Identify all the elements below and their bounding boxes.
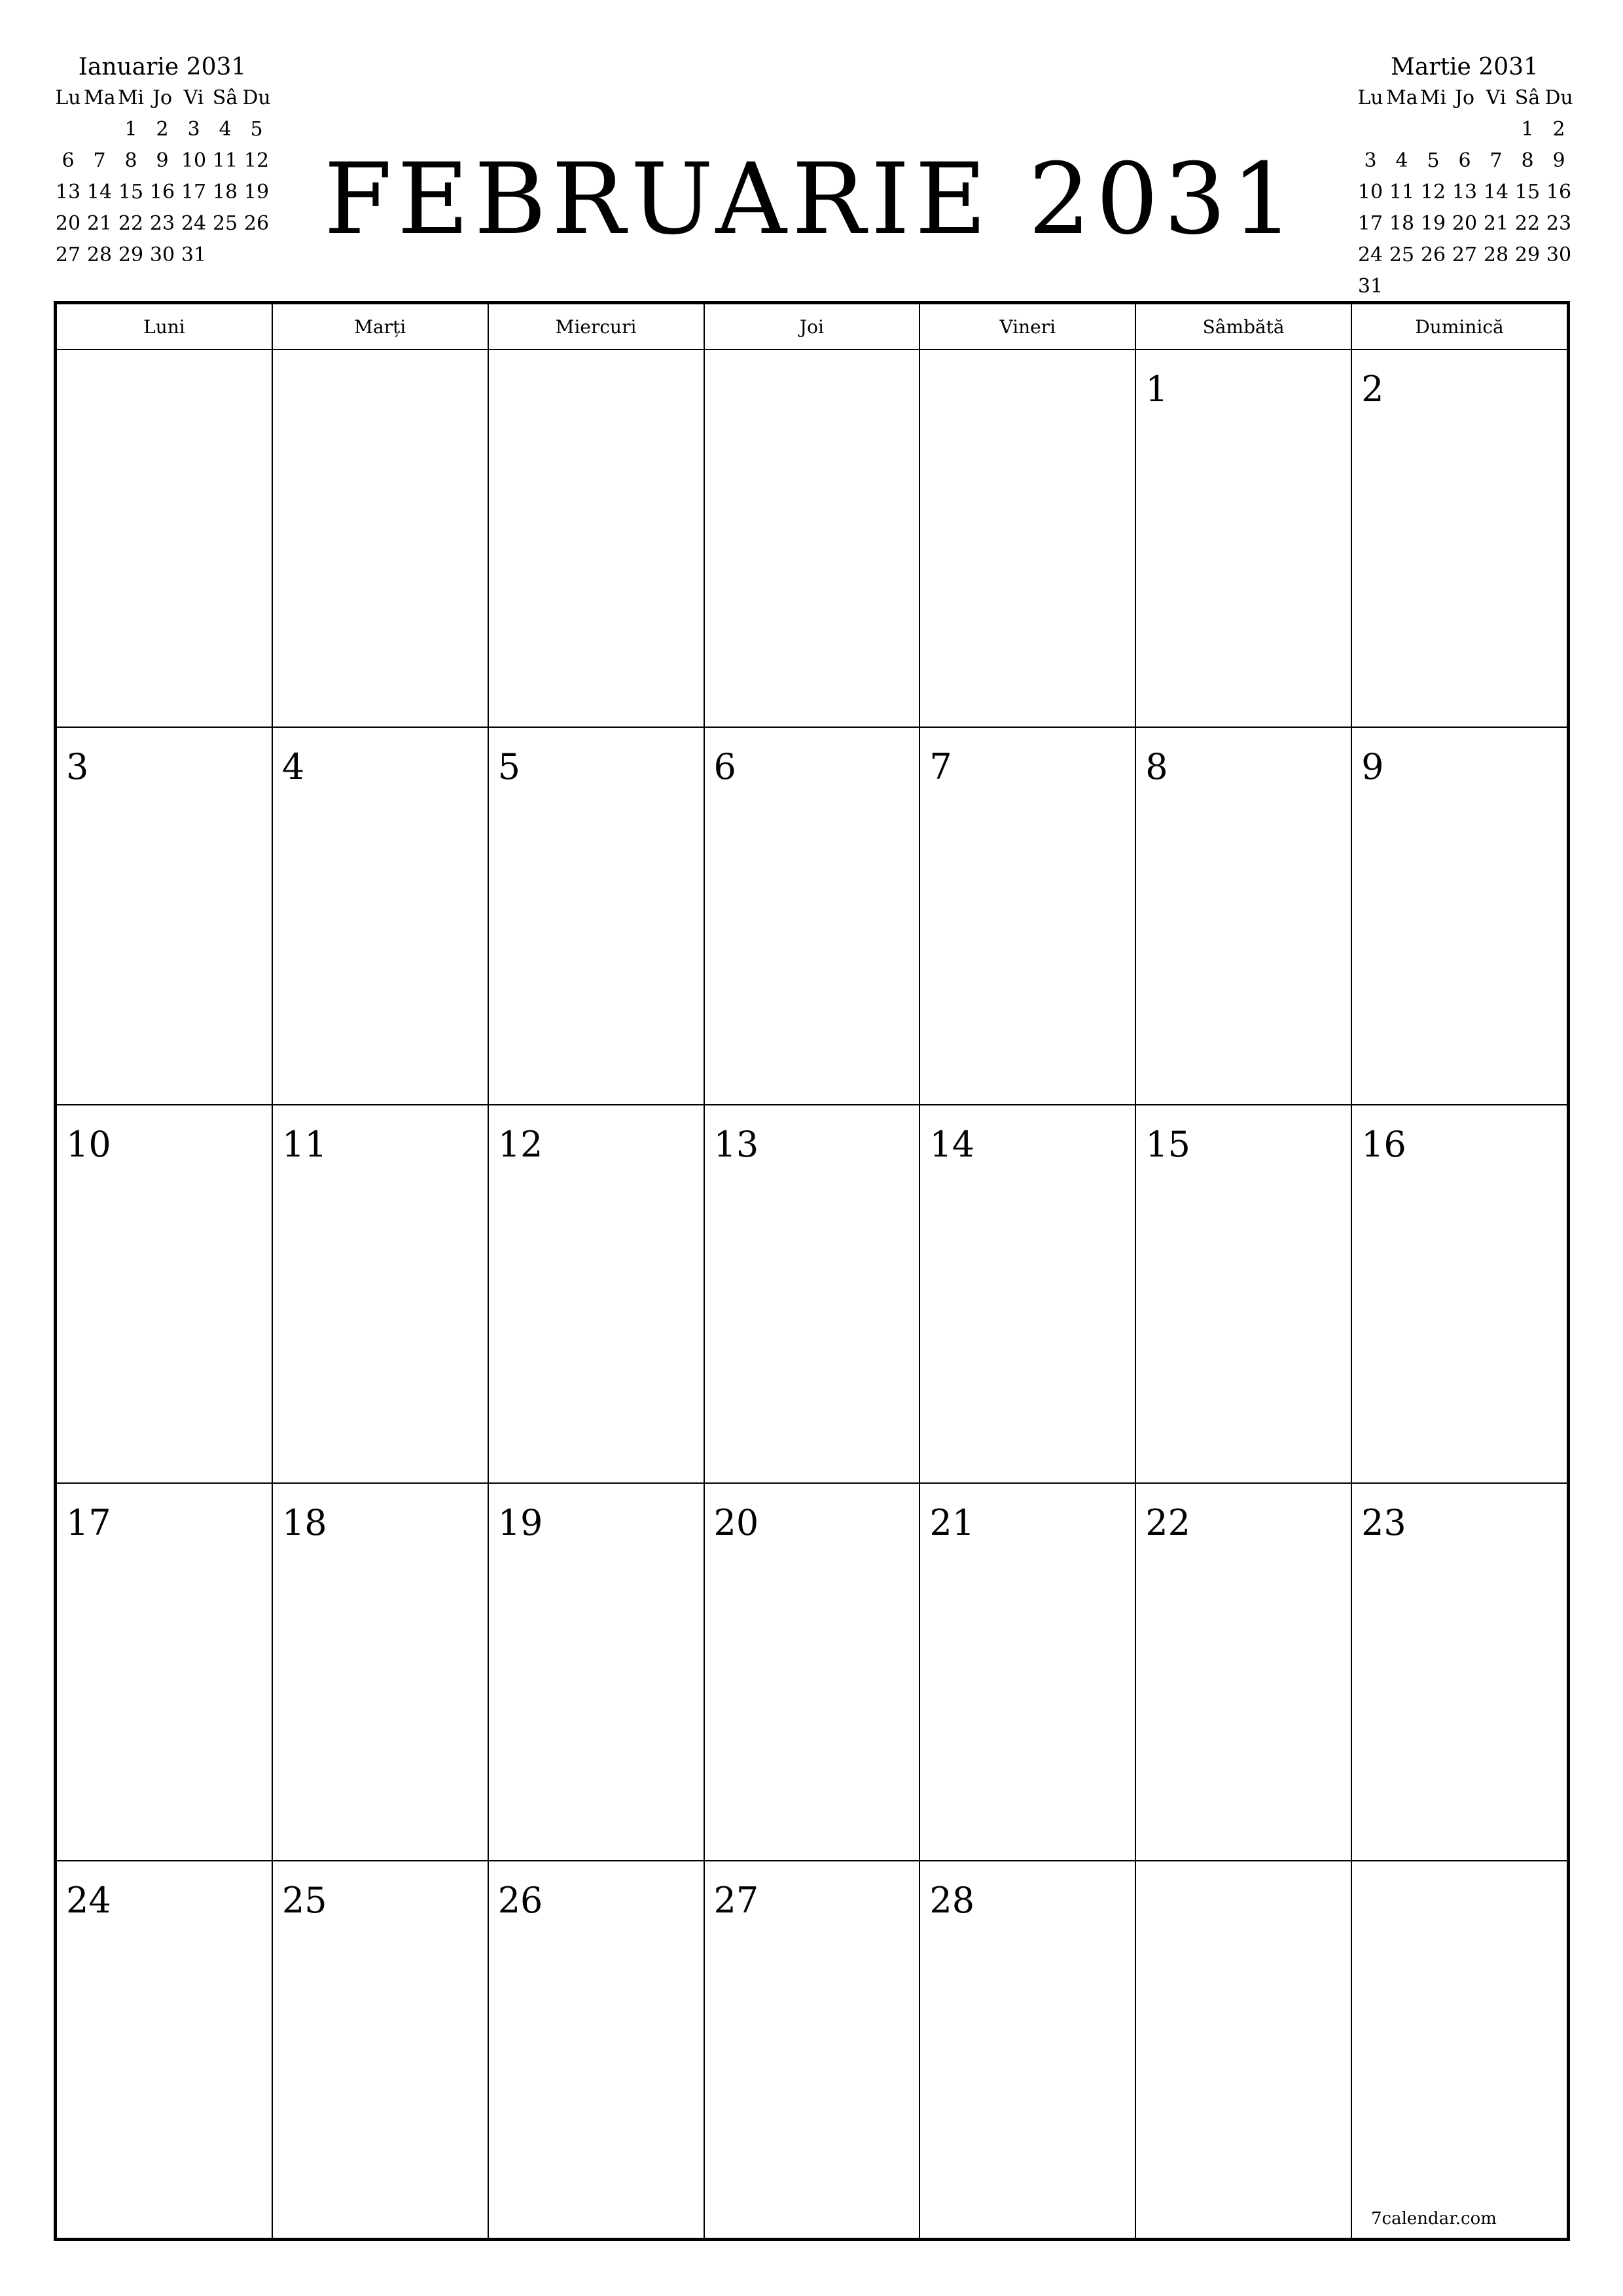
mini-day: 8 <box>1521 149 1534 172</box>
mini-day <box>1449 271 1480 302</box>
mini-day: 19 <box>1420 212 1446 235</box>
mini-day: 6 <box>1458 149 1471 172</box>
day-number <box>57 350 272 370</box>
mini-day: 2 <box>1552 118 1565 141</box>
day-number: 18 <box>281 1501 327 1543</box>
mini-day: 28 <box>86 243 113 266</box>
mini-day: 7 <box>1489 149 1503 172</box>
mini-day <box>1386 271 1418 302</box>
day-cell <box>919 1483 1135 1861</box>
mini-day: 10 <box>181 149 207 172</box>
mini-day: 22 <box>1514 212 1541 235</box>
day-number: 14 <box>929 1124 975 1166</box>
mini-week-row <box>52 208 272 240</box>
day-number: 20 <box>713 1501 759 1543</box>
mini-calendar-january <box>52 52 272 271</box>
mini-day: 3 <box>187 118 200 141</box>
day-number: 13 <box>713 1124 759 1166</box>
mini-day: 12 <box>1420 181 1446 204</box>
mini-day: 25 <box>212 212 238 235</box>
mini-day: 4 <box>219 118 232 141</box>
mini-weekday: Ma <box>84 86 116 109</box>
day-cell <box>56 1861 272 2238</box>
day-number: 3 <box>66 746 89 788</box>
weekday-header: Miercuri <box>488 304 704 350</box>
mini-day: 7 <box>93 149 106 172</box>
mini-day: 29 <box>1514 243 1541 266</box>
day-cell <box>1135 350 1351 727</box>
mini-day: 14 <box>1483 181 1509 204</box>
day-number: 24 <box>66 1879 111 1921</box>
day-number: 28 <box>929 1879 975 1921</box>
day-number: 5 <box>497 746 521 788</box>
mini-day <box>1449 114 1480 145</box>
day-cell <box>488 727 704 1105</box>
day-cell <box>56 350 272 727</box>
mini-day: 26 <box>243 212 270 235</box>
day-number: 6 <box>713 746 736 788</box>
day-number: 11 <box>281 1124 327 1166</box>
mini-week-row <box>1355 240 1575 271</box>
mini-weekday: Du <box>242 86 271 109</box>
mini-day: 8 <box>124 149 137 172</box>
day-number: 23 <box>1361 1501 1406 1543</box>
page-title: FEBRUARIE 2031 <box>324 143 1299 257</box>
mini-day <box>1386 114 1418 145</box>
day-number: 1 <box>1145 368 1168 410</box>
mini-week-row <box>52 114 272 145</box>
day-cell <box>1351 350 1567 727</box>
day-cell <box>1351 727 1567 1105</box>
day-number <box>273 350 488 370</box>
weekday-header: Sâmbătă <box>1135 304 1351 350</box>
week-row <box>56 1861 1567 2238</box>
mini-weekday: Jo <box>1454 86 1475 109</box>
day-number <box>489 350 704 370</box>
mini-weekday: Du <box>1544 86 1573 109</box>
mini-day <box>84 114 115 145</box>
mini-day: 20 <box>55 212 81 235</box>
mini-day: 23 <box>149 212 175 235</box>
day-number: 21 <box>929 1501 975 1543</box>
day-cell <box>919 1105 1135 1482</box>
week-row <box>56 1483 1567 1861</box>
mini-day: 16 <box>149 181 175 204</box>
mini-week-row <box>1355 208 1575 240</box>
day-cell <box>919 727 1135 1105</box>
month-grid <box>54 301 1570 2241</box>
mini-day: 4 <box>1395 149 1408 172</box>
mini-day <box>1418 114 1449 145</box>
weekday-header: Vineri <box>919 304 1135 350</box>
day-cell <box>1135 1105 1351 1482</box>
mini-day: 25 <box>1389 243 1415 266</box>
mini-calendar-table <box>52 82 272 271</box>
mini-weekday: Mi <box>1419 86 1447 109</box>
day-cell <box>488 350 704 727</box>
day-cell <box>272 1105 488 1482</box>
mini-day: 30 <box>1546 243 1572 266</box>
weekday-header: Luni <box>56 304 272 350</box>
day-cell <box>488 1483 704 1861</box>
day-cell <box>488 1105 704 1482</box>
day-number <box>1136 1861 1351 1881</box>
day-cell <box>56 1483 272 1861</box>
mini-day: 13 <box>1452 181 1478 204</box>
day-cell <box>704 1483 920 1861</box>
mini-weekday-row <box>52 82 272 114</box>
mini-week-row <box>52 240 272 271</box>
mini-day <box>1512 271 1543 302</box>
day-number: 26 <box>497 1879 543 1921</box>
mini-week-row <box>1355 177 1575 208</box>
mini-day <box>52 114 84 145</box>
mini-calendar-table <box>1355 82 1575 302</box>
mini-weekday: Vi <box>1486 86 1507 109</box>
day-number: 25 <box>281 1879 327 1921</box>
mini-day: 28 <box>1483 243 1509 266</box>
mini-week-row <box>52 145 272 177</box>
mini-day: 18 <box>212 181 238 204</box>
mini-weekday: Sâ <box>212 86 238 109</box>
day-number <box>1352 1861 1567 1881</box>
mini-day: 27 <box>55 243 81 266</box>
day-number: 7 <box>929 746 952 788</box>
mini-day: 24 <box>1357 243 1383 266</box>
mini-day: 9 <box>1552 149 1565 172</box>
day-cell <box>1135 1861 1351 2238</box>
mini-day: 31 <box>1357 275 1383 298</box>
mini-day <box>1418 271 1449 302</box>
day-cell <box>272 1483 488 1861</box>
day-number: 17 <box>66 1501 111 1543</box>
day-cell <box>704 727 920 1105</box>
day-number: 4 <box>281 746 305 788</box>
day-cell <box>704 1861 920 2238</box>
mini-day: 10 <box>1357 181 1383 204</box>
day-number: 12 <box>497 1124 543 1166</box>
mini-day: 3 <box>1364 149 1377 172</box>
mini-day: 31 <box>181 243 207 266</box>
day-cell <box>272 727 488 1105</box>
mini-day: 26 <box>1420 243 1446 266</box>
mini-calendar-title: Ianuarie 2031 <box>78 54 247 81</box>
mini-day: 9 <box>156 149 169 172</box>
mini-day: 23 <box>1546 212 1572 235</box>
month-table <box>56 303 1568 2239</box>
footer-website: 7calendar.com <box>1371 2209 1497 2229</box>
mini-day <box>1355 114 1386 145</box>
day-cell <box>1351 1105 1567 1482</box>
mini-day: 15 <box>1514 181 1541 204</box>
day-cell <box>272 1861 488 2238</box>
weekday-header: Joi <box>704 304 920 350</box>
mini-calendar-march <box>1355 52 1575 302</box>
mini-day <box>1480 114 1512 145</box>
day-cell <box>919 350 1135 727</box>
mini-day <box>241 240 272 271</box>
mini-weekday: Vi <box>183 86 204 109</box>
mini-day: 21 <box>1483 212 1509 235</box>
mini-day: 2 <box>156 118 169 141</box>
mini-day: 24 <box>181 212 207 235</box>
mini-weekday: Ma <box>1386 86 1418 109</box>
mini-day: 1 <box>1521 118 1534 141</box>
mini-weekday: Sâ <box>1514 86 1541 109</box>
mini-day: 15 <box>118 181 144 204</box>
mini-day: 30 <box>149 243 175 266</box>
day-number: 10 <box>66 1124 111 1166</box>
mini-day: 19 <box>243 181 270 204</box>
mini-day <box>209 240 241 271</box>
mini-day: 29 <box>118 243 144 266</box>
weekday-header: Duminică <box>1351 304 1567 350</box>
mini-day: 5 <box>1427 149 1440 172</box>
day-number: 22 <box>1145 1501 1190 1543</box>
mini-weekday-row <box>1355 82 1575 114</box>
day-number: 19 <box>497 1501 543 1543</box>
mini-day: 16 <box>1546 181 1572 204</box>
mini-day: 21 <box>86 212 113 235</box>
day-cell <box>1135 727 1351 1105</box>
day-cell <box>704 1105 920 1482</box>
mini-day: 11 <box>1389 181 1415 204</box>
day-cell <box>1351 1861 1567 2238</box>
day-number <box>705 350 919 370</box>
day-cell <box>56 1105 272 1482</box>
mini-day: 17 <box>181 181 207 204</box>
mini-day: 18 <box>1389 212 1415 235</box>
day-number: 16 <box>1361 1124 1406 1166</box>
day-number: 15 <box>1145 1124 1190 1166</box>
day-number: 9 <box>1361 746 1384 788</box>
mini-calendar-title: Martie 2031 <box>1391 54 1539 81</box>
mini-day: 1 <box>124 118 137 141</box>
day-number: 2 <box>1361 368 1384 410</box>
mini-week-row <box>52 177 272 208</box>
week-row <box>56 350 1567 727</box>
day-number: 27 <box>713 1879 759 1921</box>
day-cell <box>56 727 272 1105</box>
mini-day: 20 <box>1452 212 1478 235</box>
mini-day: 14 <box>86 181 113 204</box>
weekday-header: Marți <box>272 304 488 350</box>
day-cell <box>1351 1483 1567 1861</box>
week-row <box>56 1105 1567 1482</box>
mini-weekday: Mi <box>117 86 145 109</box>
mini-day <box>1543 271 1575 302</box>
day-number: 8 <box>1145 746 1168 788</box>
mini-day <box>1480 271 1512 302</box>
mini-day: 11 <box>212 149 238 172</box>
mini-week-row <box>1355 114 1575 145</box>
mini-day: 12 <box>243 149 270 172</box>
week-row <box>56 727 1567 1105</box>
day-number <box>920 350 1135 370</box>
mini-day: 17 <box>1357 212 1383 235</box>
mini-day: 5 <box>250 118 263 141</box>
mini-weekday: Lu <box>55 86 81 109</box>
mini-day: 6 <box>62 149 75 172</box>
mini-weekday: Lu <box>1357 86 1383 109</box>
day-cell <box>1135 1483 1351 1861</box>
mini-day: 22 <box>118 212 144 235</box>
weekday-header-row <box>56 304 1567 350</box>
day-cell <box>704 350 920 727</box>
day-cell <box>919 1861 1135 2238</box>
mini-week-row <box>1355 145 1575 177</box>
mini-weekday: Jo <box>152 86 173 109</box>
day-cell <box>272 350 488 727</box>
mini-day: 27 <box>1452 243 1478 266</box>
day-cell <box>488 1861 704 2238</box>
mini-day: 13 <box>55 181 81 204</box>
mini-week-row <box>1355 271 1575 302</box>
